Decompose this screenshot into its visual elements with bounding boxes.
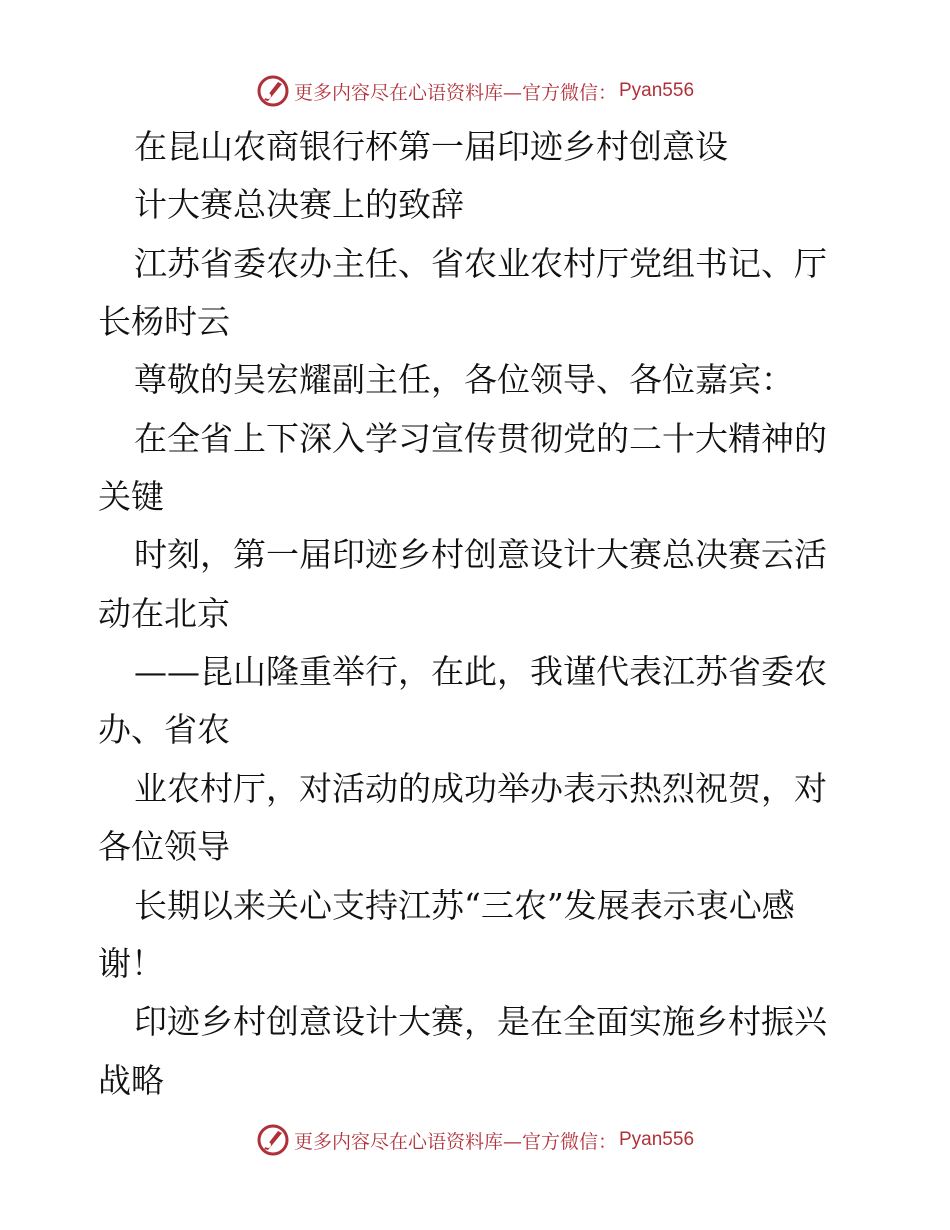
body-line: ——昆山隆重举行，在此，我谨代表江苏省委农 xyxy=(134,652,827,691)
body-line: 长期以来关心支持江苏“三农”发展表示衷心感 xyxy=(134,886,795,925)
watermark-text: 更多内容尽在心语资料库—官方微信： xyxy=(293,81,617,104)
quill-logo-icon xyxy=(256,74,290,108)
watermark-wechat-id: Pyan556 xyxy=(619,1129,695,1150)
footer-watermark xyxy=(0,1120,950,1160)
author-line-2: 长杨时云 xyxy=(98,302,230,341)
author-line-1: 江苏省委农办主任、省农业农村厅党组书记、厅 xyxy=(134,244,827,283)
body-line: 各位领导 xyxy=(98,827,230,866)
watermark-text: 更多内容尽在心语资料库—官方微信： xyxy=(293,1130,617,1153)
title-line-2: 计大赛总决赛上的致辞 xyxy=(134,185,464,224)
salutation-line: 尊敬的吴宏耀副主任，各位领导、各位嘉宾： xyxy=(134,360,794,399)
header-watermark xyxy=(0,71,950,111)
body-line: 动在北京 xyxy=(98,594,230,633)
body-line: 办、省农 xyxy=(98,710,230,749)
quill-logo-icon xyxy=(256,1123,290,1157)
body-line: 关键 xyxy=(98,477,164,516)
body-line: 在全省上下深入学习宣传贯彻党的二十大精神的 xyxy=(134,419,827,458)
body-line: 谢！ xyxy=(98,944,164,983)
title-line-1: 在昆山农商银行杯第一届印迹乡村创意设 xyxy=(134,127,728,166)
watermark-wechat-id: Pyan556 xyxy=(619,80,695,101)
body-line: 业农村厅，对活动的成功举办表示热烈祝贺，对 xyxy=(134,769,827,808)
body-line: 印迹乡村创意设计大赛，是在全面实施乡村振兴 xyxy=(134,1002,827,1041)
body-line: 时刻，第一届印迹乡村创意设计大赛总决赛云活 xyxy=(134,535,827,574)
body-line: 战略 xyxy=(98,1061,164,1100)
